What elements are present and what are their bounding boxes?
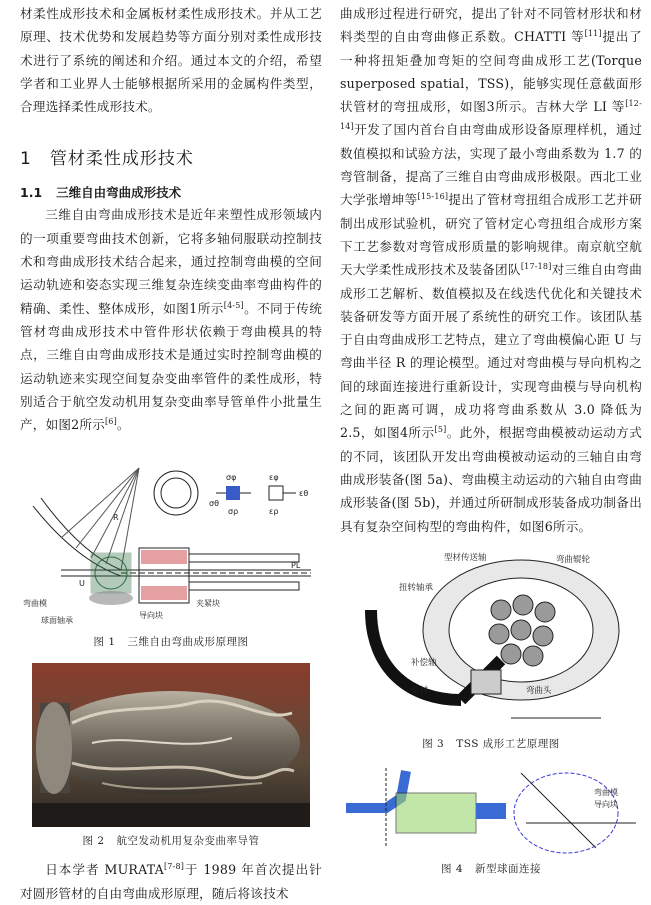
body-paragraph-1: 三维自由弯曲成形技术是近年来塑性成形领域内的一项重要弯曲技术创新，它将多轴伺服联动控制技术和弯曲成形技术结合起来，通过控制弯曲模的空间运动轨迹和姿态实现三维复杂连续变曲率弯曲构件的精确、柔性、整体成形，如图1所示[4-5]。不同于传统管材弯曲成形技术中管件形状依赖于弯曲模具的特点，三维自由弯曲成形技术是通过实时控制弯曲模的运动轨迹来实现空间复杂变曲率管件的柔性成形，特别适合于航空发动机用复杂变曲率导管单件小批量生产，如图2所示[6]。 — [20, 207, 322, 433]
eps-phi-label: εφ — [269, 473, 279, 483]
eps-rho-label: ερ — [269, 507, 279, 517]
intro-paragraph: 材柔性成形技术和金属板材柔性成形技术。并从工艺原理、技术优势和发展趋势等方面分别对柔性成形技术进行了系统的阐述和介绍。通过本文的介绍，希望学者和工业界人士能够根据所采用的金属构件类型，合理选择柔性成形技术。 — [20, 6, 322, 115]
sigma-phi-label: σφ — [226, 473, 237, 483]
spherical-connection-diagram — [346, 763, 636, 855]
tss-diagram — [351, 550, 631, 730]
figure-4 — [346, 763, 636, 855]
left-column — [20, 2, 322, 905]
citation[interactable]: [6] — [104, 416, 117, 426]
citation[interactable]: [7-8] — [163, 862, 185, 872]
r-label: R — [113, 513, 119, 523]
figure-1-caption: 图 1 三维自由弯曲成形原理图 — [93, 636, 249, 649]
right-column — [340, 2, 642, 886]
eps-theta-label: εθ — [299, 489, 309, 499]
axis-label: 型材传送轴 — [444, 552, 487, 563]
sigma-theta-label: σθ — [209, 499, 219, 509]
head-label: 弯曲头 — [526, 685, 552, 696]
citation[interactable]: [5] — [434, 425, 447, 435]
die-label: 弯曲模 — [23, 599, 47, 609]
clamp-label: 夹紧块 — [196, 599, 220, 609]
figure-1 — [21, 458, 321, 628]
section-1-heading: 1 管材柔性成形技术 — [20, 149, 194, 170]
free-bending-diagram — [21, 458, 321, 628]
roller-label: 弯曲辊轮 — [556, 554, 591, 565]
guide-label: 导向块 — [594, 799, 618, 809]
figure-2-caption: 图 2 航空发动机用复杂变曲率导管 — [82, 835, 260, 848]
citation[interactable]: [4-5] — [223, 300, 244, 310]
body-paragraph-2: 日本学者 MURATA[7-8]于 1989 年首次提出针对圆形管材的自由弯曲成形原理，随后将该技术 — [20, 862, 322, 901]
sigma-rho-label: σρ — [228, 507, 239, 517]
figure-4-caption: 图 4 新型球面连接 — [440, 862, 542, 875]
engine-photo — [32, 663, 310, 827]
figure-3 — [351, 550, 631, 730]
profile-label: 型材 — [411, 685, 429, 696]
u-label: U — [79, 579, 85, 589]
comp-label: 补偿轴 — [411, 657, 437, 668]
citation[interactable]: [15-16] — [417, 192, 449, 202]
figure-2 — [32, 663, 310, 827]
body-paragraph-3: 曲成形过程进行研究，提出了针对不同管材形状和材料类型的自由弯曲修正系数。CHATTI 等[11]提出了一种将扭矩叠加弯矩的空间弯曲成形工艺(Torque superposed spatial，TSS)，能够实现任意截面形状管材的弯扭成形，如图3所示。吉林大学 LI 等[12-14]开发了国内首台自由弯曲成形设备原理样机，通过数值模拟和试验方法，实现了最小弯曲系数为 1.7 的弯管制备，提高了三维自由弯曲成形极限。西北工业大学张增坤等[15-16]提出了管材弯扭组合成形工艺并研制出成形试验机，研究了管材定心弯扭组合成形方案下工艺参数对弯管成形质量的影响规律。南京航空航天大学柔性成形技术及装备团队[17-18]对三维自由弯曲成形工艺解析、数值模拟及在线迭代优化和关键技术装备研发等方面开展了系统性的研究工作。该团队基于自由弯曲成形工艺特点，建立了弯曲模偏心距 U 与弯曲半径 R 的理论模型。通过对弯曲模与导向机构之间的球面连接进行重新设计，实现弯曲模与导向机构之间的距离可调，成功将弯曲系数从 3.0 降低为 2.5，如图4所示[5]。此外，根据弯曲模被动运动方式的不同，该团队开发出弯曲模被动运动的三轴自由弯曲成形装备(图 5a)、弯曲模主动运动的六轴自由弯曲成形装备(图 5b)，并通过所研制成形装备成功制备出具有复杂空间构型的弯曲构件，如图6所示。 — [340, 6, 643, 534]
die-label: 弯曲模 — [594, 787, 618, 797]
citation[interactable]: [17-18] — [520, 262, 552, 272]
ball-label: 球面轴承 — [41, 616, 73, 626]
guide-label: 导向块 — [139, 611, 163, 621]
figure-3-caption: 图 3 TSS 成形工艺原理图 — [422, 737, 560, 750]
torsion-label: 扭转轴承 — [399, 582, 434, 593]
citation[interactable]: [11] — [584, 29, 602, 39]
pl-label: PL — [291, 561, 301, 571]
citation[interactable]: [12-14] — [340, 99, 642, 132]
section-1-1-heading: 1.1 三维自由弯曲成形技术 — [20, 185, 182, 201]
